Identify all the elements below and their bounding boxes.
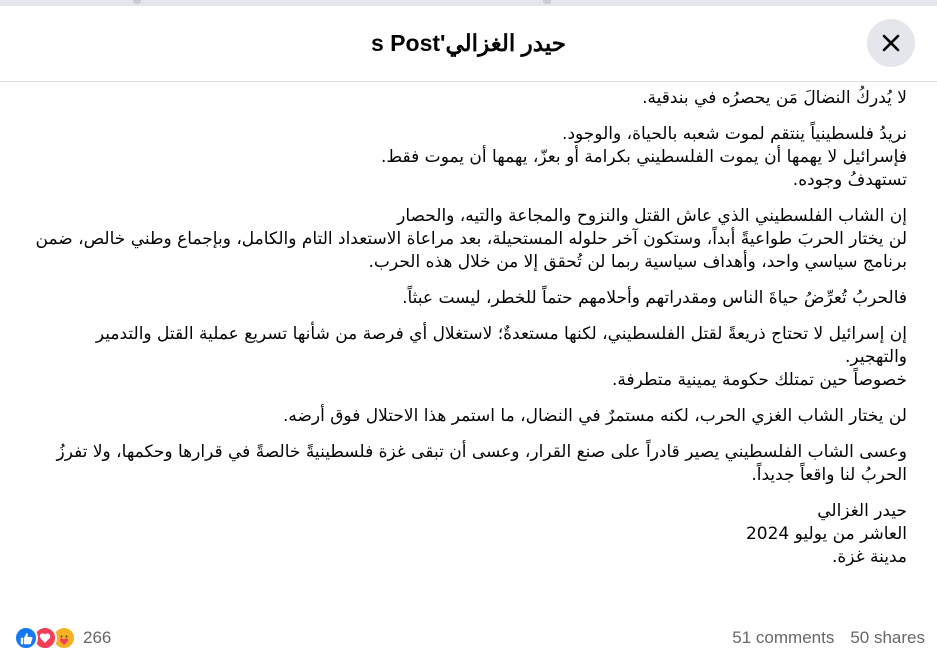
post-paragraph	[30, 441, 907, 487]
post-text-line: تستهدفُ وجوده.	[792, 170, 907, 190]
post-body	[30, 82, 907, 618]
post-text-line: فإسرائيل لا يهمها أن يموت الفلسطيني بكرامة أو بعزّ، يهمها أن يموت فقط.	[381, 147, 907, 167]
post-paragraph	[30, 500, 907, 569]
reaction-count: 266	[83, 628, 112, 647]
post-text-line: لن يختار الشاب الغزي الحرب، لكنه مستمرٌ في النضال، ما استمر هذا الاحتلال فوق أرضه.	[282, 406, 907, 426]
close-icon	[881, 33, 901, 53]
post-paragraph	[30, 323, 907, 392]
post-paragraph	[30, 287, 907, 310]
post-paragraph	[30, 87, 907, 110]
background-element	[543, 0, 551, 4]
post-text-line: لا يُدركُ النضالَ مَن يحصرُه في بندقية.	[642, 88, 907, 108]
post-paragraph	[30, 205, 907, 274]
comments-count-link[interactable]: 51 comments	[732, 628, 835, 647]
post-text-line: حيدر الغزالي	[817, 501, 907, 521]
close-button[interactable]	[867, 19, 915, 67]
post-text-line: فالحربُ تُعرِّضُ حياةَ الناس ومقدراتهم وأحلامهم حتماً للخطر، ليست عبثاً.	[402, 288, 907, 308]
background-element	[133, 0, 141, 4]
post-text-line: إن إسرائيل لا تحتاج ذريعةً لقتل الفلسطيني، لكنها مستعدةٌ؛ لاستغلال أي فرصة من شأنها تسريع عملية القتل والتدمير والتهجير.	[95, 324, 907, 367]
dialog-title: حيدر الغزالي's Post	[371, 30, 566, 56]
post-text-line: العاشر من يوليو 2024	[745, 524, 907, 544]
reactions-summary[interactable]	[14, 626, 111, 650]
post-text-line: مدينة غزة.	[832, 547, 907, 567]
post-text-line: لن يختار الحربَ طواعيةً أبداً، وستكون آخر حلوله المستحيلة، بعد مراعاة الاستعداد التام والكامل، وبإجماع وطني خالص، ضمن برنامج سياسي واحد، وأهداف سياسية ربما لن تُحقق إلا من خلال هذه الحرب.	[35, 229, 907, 272]
post-text-line: خصوصاً حين تمتلك حكومة يمينية متطرفة.	[611, 370, 907, 390]
like-icon	[14, 626, 38, 650]
dialog-header	[0, 6, 937, 82]
post-paragraph	[30, 123, 907, 192]
post-text-line: نريدُ فلسطينياً ينتقم لموت شعبه بالحياة، والوجود.	[562, 124, 907, 144]
post-stats	[716, 628, 925, 648]
shares-count-link[interactable]: 50 shares	[850, 628, 925, 647]
post-paragraph	[30, 405, 907, 428]
post-text-line: وعسى الشاب الفلسطيني يصير قادراً على صنع القرار، وعسى أن تبقى غزة فلسطينيةً خالصةً في قرارها وحكمها، ولا تفرزُ الحربُ لنا واقعاً جديداً.	[56, 442, 907, 485]
post-text-line: إن الشاب الفلسطيني الذي عاش القتل والنزوح والمجاعة والتيه، والحصار	[397, 206, 907, 226]
post-footer	[0, 618, 937, 658]
